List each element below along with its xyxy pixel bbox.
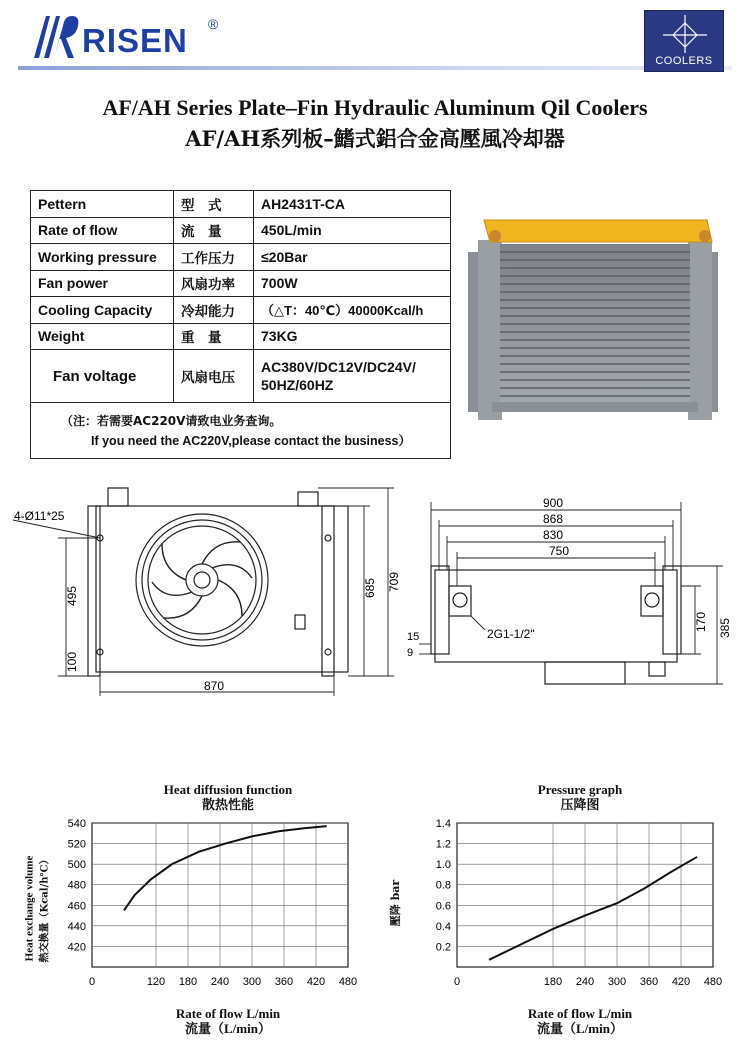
pressure-chart <box>395 815 735 995</box>
header-divider <box>18 66 732 70</box>
table-row <box>31 217 451 244</box>
dim-170: 170 <box>694 611 708 632</box>
spec-label: Working pressure <box>31 244 174 271</box>
chart2-xlabel <box>450 1006 710 1036</box>
spec-value-multiline <box>254 350 451 403</box>
y-tick-label: 520 <box>67 838 86 851</box>
x-tick-label: 360 <box>639 976 659 988</box>
y-tick-label: 0.6 <box>435 900 451 913</box>
dim-709: 709 <box>387 571 401 592</box>
y-tick-label: 1.2 <box>435 838 451 851</box>
coolers-badge <box>644 10 724 72</box>
chart1-title-cn: 散热性能 <box>201 797 254 812</box>
product-photo <box>462 212 727 427</box>
dim-15: 15 <box>407 631 420 643</box>
chart2-ylabel: 壓降 bar <box>389 879 402 927</box>
chart1-title <box>90 782 366 812</box>
table-row <box>31 323 451 350</box>
brand-name: RISEN <box>82 22 188 59</box>
front-view-drawing <box>8 480 401 700</box>
spec-label: Fan voltage <box>31 350 174 403</box>
chart1-xlabel-en: Rate of flow L/min <box>175 1006 281 1021</box>
table-row <box>31 270 451 297</box>
spec-label: Weight <box>31 323 174 350</box>
table-row <box>31 191 451 218</box>
chart2-xlabel-cn: 流量（L/min） <box>537 1021 623 1036</box>
series-line-pressure <box>489 857 697 960</box>
x-tick-label: 0 <box>88 976 96 988</box>
y-tick-label: 0.4 <box>435 920 451 933</box>
spec-label-cn: 风扇电压 <box>174 350 254 403</box>
dim-495: 495 <box>65 585 79 606</box>
x-tick-label: 480 <box>703 976 723 988</box>
table-row <box>31 297 451 324</box>
chart2-title <box>450 782 710 812</box>
title-english: AF/AH Series Plate–Fin Hydraulic Aluminum Qil Coolers <box>102 95 648 120</box>
chart1-ylabel <box>24 824 51 994</box>
spec-value: （△T：40℃）40000Kcal/h <box>254 297 451 324</box>
spec-value: AC380V/DC12V/DC24V/ <box>261 359 416 375</box>
port-label: 2G1-1/2" <box>487 627 535 641</box>
x-tick-label: 420 <box>671 976 691 988</box>
note-en: If you need the AC220V,please contact the business） <box>91 433 412 448</box>
diamond-cross-icon <box>645 11 725 59</box>
y-tick-label: 540 <box>67 818 86 830</box>
chart2-title-en: Pressure graph <box>537 782 623 797</box>
chart1-xlabel-cn: 流量（L/min） <box>185 1021 271 1036</box>
x-tick-label: 240 <box>210 976 230 988</box>
spec-value: 700W <box>254 270 451 297</box>
x-tick-label: 180 <box>178 976 198 988</box>
table-note <box>31 403 451 459</box>
chart1-xlabel <box>90 1006 366 1036</box>
chart1-title-en: Heat diffusion function <box>163 782 293 797</box>
y-tick-label: 0.8 <box>435 879 451 892</box>
title-chinese: AF/AH系列板–鰭式鋁合金高壓風冷却器 <box>185 126 565 151</box>
spec-value: ≤20Bar <box>254 244 451 271</box>
registered-mark: ® <box>208 16 219 32</box>
chart1-ylabel-en: Heat exchange volume <box>23 855 36 962</box>
x-tick-label: 480 <box>338 976 358 988</box>
note-cn: （注：若需要AC220V请致电业务查询。 <box>61 413 282 428</box>
dim-830: 830 <box>543 528 564 542</box>
chart2-xlabel-en: Rate of flow L/min <box>527 1006 633 1021</box>
x-tick-label: 300 <box>242 976 262 988</box>
series-line-heat <box>124 826 327 910</box>
spec-value: 73KG <box>254 323 451 350</box>
table-row <box>31 350 451 403</box>
y-tick-label: 440 <box>67 920 86 933</box>
spec-label-cn: 风扇功率 <box>174 270 254 297</box>
spec-label: Pettern <box>31 191 174 218</box>
y-tick-label: 420 <box>67 941 86 954</box>
dim-685: 685 <box>363 577 377 598</box>
x-tick-label: 0 <box>453 976 461 988</box>
y-tick-label: 1.4 <box>435 818 451 830</box>
dim-385: 385 <box>718 617 732 638</box>
y-tick-label: 460 <box>67 900 86 913</box>
table-row <box>31 244 451 271</box>
dim-868: 868 <box>543 512 564 526</box>
x-tick-label: 240 <box>575 976 595 988</box>
chart2-title-cn: 压降图 <box>560 797 600 812</box>
dim-9: 9 <box>407 647 414 659</box>
spec-label-cn: 型 式 <box>174 191 254 218</box>
spec-label: Cooling Capacity <box>31 297 174 324</box>
spec-label: Fan power <box>31 270 174 297</box>
x-tick-label: 300 <box>607 976 627 988</box>
y-tick-label: 0.2 <box>435 941 451 954</box>
spec-value: AH2431T-CA <box>254 191 451 218</box>
risen-logo <box>30 8 220 64</box>
spec-label-cn: 重 量 <box>174 323 254 350</box>
risen-logo-mark-icon <box>30 8 82 64</box>
spec-table <box>30 190 451 459</box>
dim-900: 900 <box>543 496 564 510</box>
table-note-row <box>31 403 451 459</box>
hole-label: 4-Ø11*25 <box>14 509 65 523</box>
spec-value-line2: 50HZ/60HZ <box>261 377 334 393</box>
spec-label-cn: 冷却能力 <box>174 297 254 324</box>
dim-870: 870 <box>204 679 225 693</box>
x-tick-label: 120 <box>146 976 166 988</box>
y-tick-label: 480 <box>67 879 86 892</box>
y-tick-label: 500 <box>67 859 86 872</box>
heat-diffusion-chart <box>30 815 375 995</box>
x-tick-label: 180 <box>543 976 563 988</box>
fan-blades <box>152 542 252 618</box>
dim-750: 750 <box>549 544 570 558</box>
spec-label-cn: 流 量 <box>174 217 254 244</box>
x-tick-label: 420 <box>306 976 326 988</box>
chart1-ylabel-cn: 熱交換量（Kcal/h℃） <box>39 854 51 963</box>
spec-value: 450L/min <box>254 217 451 244</box>
top-view-drawing <box>405 490 740 700</box>
spec-label: Rate of flow <box>31 217 174 244</box>
dim-100: 100 <box>65 651 79 672</box>
x-tick-label: 360 <box>274 976 294 988</box>
y-tick-label: 1.0 <box>435 859 451 872</box>
spec-label-cn: 工作压力 <box>174 244 254 271</box>
badge-label: COOLERS <box>655 55 713 67</box>
